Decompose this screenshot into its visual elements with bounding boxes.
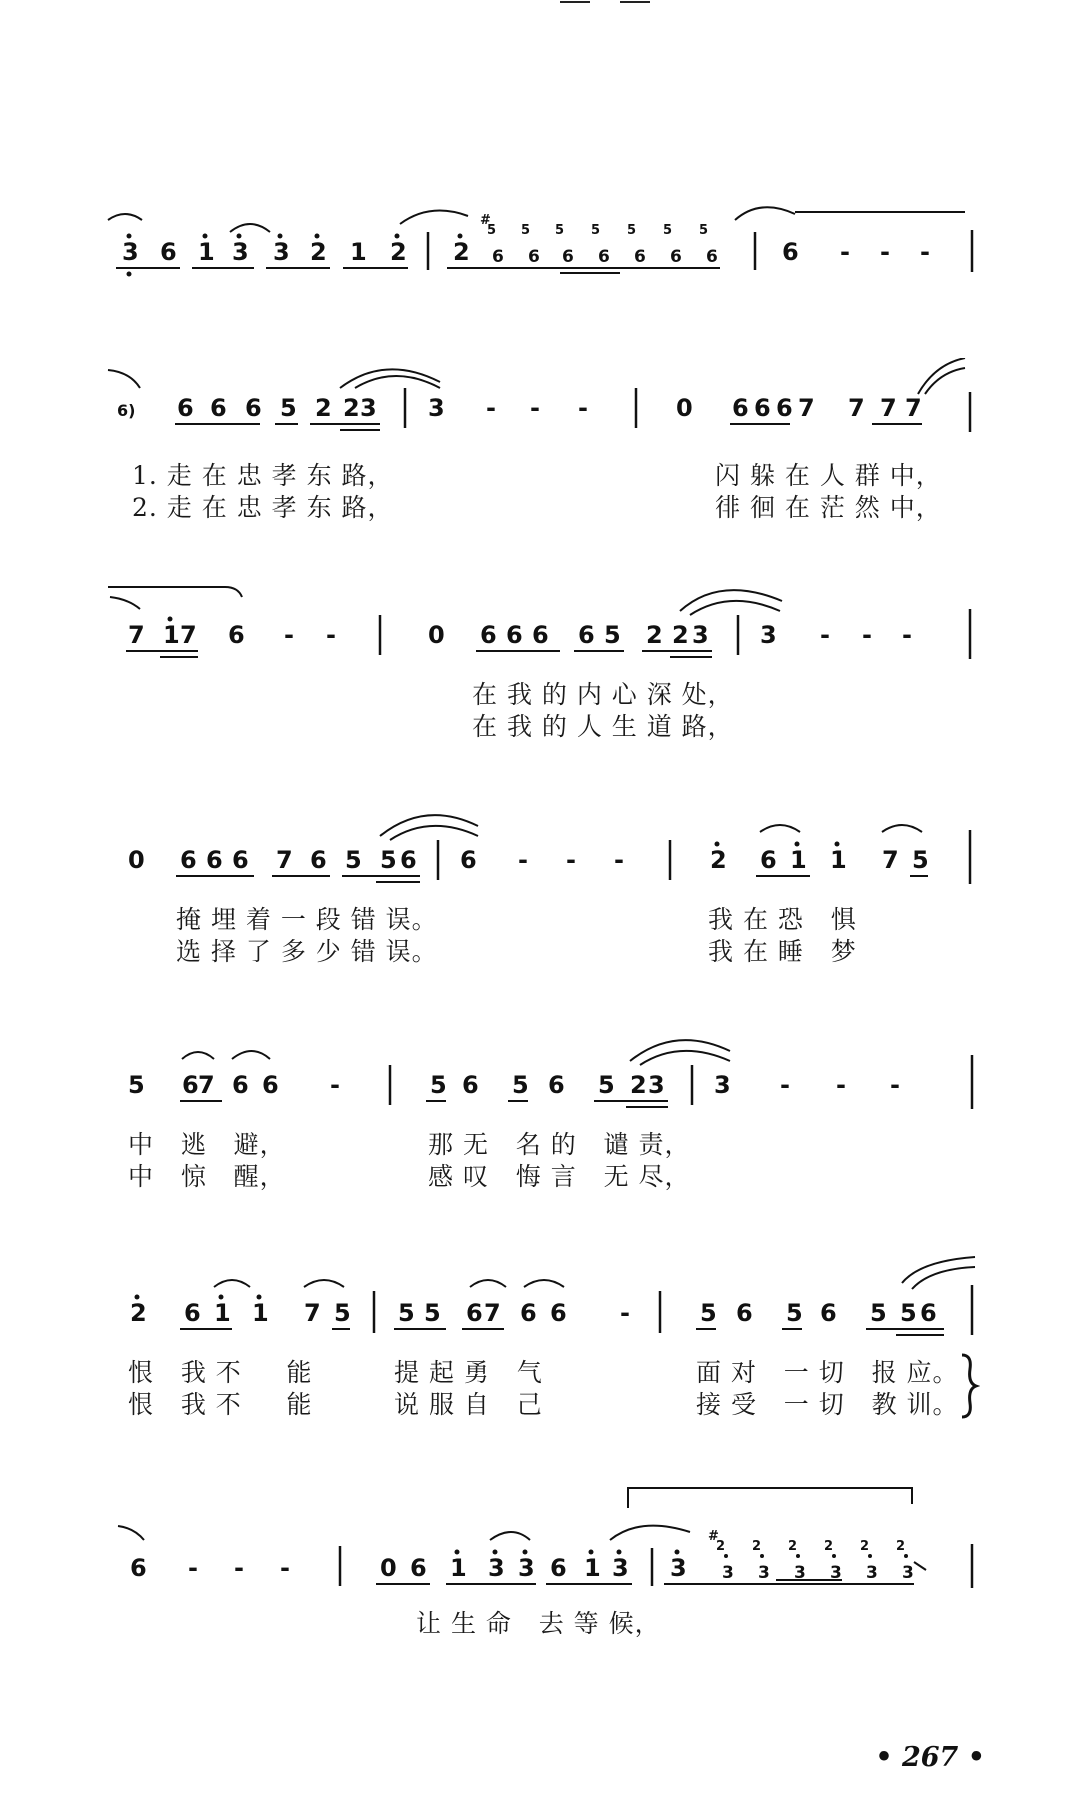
svg-text:5: 5 [786, 1299, 803, 1327]
page-number: • 267 • [875, 1742, 985, 1773]
lyric-verse2: 在 我 的 人 生 道 路， [472, 712, 734, 741]
svg-text:-: - [486, 394, 496, 422]
svg-text:6: 6 [206, 846, 223, 874]
svg-text:-: - [234, 1554, 244, 1582]
svg-text:2: 2 [646, 621, 663, 649]
svg-text:6: 6 [182, 1071, 199, 1099]
svg-text:6: 6 [410, 1554, 427, 1582]
svg-text:5: 5 [604, 621, 621, 649]
svg-text:7: 7 [798, 394, 815, 422]
note: 3 [232, 238, 249, 266]
verse-brace [958, 1353, 980, 1419]
svg-text:6: 6 [820, 1299, 837, 1327]
svg-text:6: 6 [550, 1299, 567, 1327]
svg-text:7: 7 [128, 621, 145, 649]
svg-text:6: 6 [462, 1071, 479, 1099]
svg-text:-: - [280, 1554, 290, 1582]
lyric-verse1: 在 我 的 内 心 深 处， [472, 680, 734, 709]
system-7 [0, 1478, 1083, 1648]
svg-text:-: - [566, 846, 576, 874]
svg-text:5: 5 [700, 1299, 717, 1327]
svg-text:2: 2 [788, 1539, 798, 1554]
grace-note: 5 [663, 223, 673, 238]
note: 1 [350, 238, 367, 266]
lyric-verse1-a: 1. 走 在 忠 孝 东 路， [132, 461, 394, 490]
svg-text:6: 6 [400, 846, 417, 874]
lyric-verse1-a: 掩 埋 着 一 段 错 误。 [176, 905, 438, 934]
svg-text:3: 3 [428, 394, 445, 422]
svg-text:-: - [614, 846, 624, 874]
svg-text:2: 2 [672, 621, 689, 649]
notation-line [0, 358, 1083, 448]
grace-note: # [480, 213, 491, 228]
svg-text:3: 3 [692, 621, 709, 649]
svg-text:5: 5 [345, 846, 362, 874]
svg-text:6: 6 [736, 1299, 753, 1327]
svg-text:7: 7 [304, 1299, 321, 1327]
svg-text:2: 2 [824, 1539, 834, 1554]
svg-text:5: 5 [430, 1071, 447, 1099]
svg-text:2: 2 [752, 1539, 762, 1554]
svg-text:2: 2 [315, 394, 332, 422]
lyric-verse1-b: 我 在 恐 惧 [708, 905, 857, 934]
system-4 [0, 800, 1083, 970]
svg-text:1: 1 [450, 1554, 467, 1582]
svg-text:3: 3 [866, 1563, 878, 1583]
svg-text:1: 1 [584, 1554, 601, 1582]
lyric-verse1-b: 那 无 名 的 谴 责， [428, 1130, 691, 1159]
svg-text:3: 3 [488, 1554, 505, 1582]
svg-text:3: 3 [612, 1554, 629, 1582]
svg-text:7: 7 [905, 394, 922, 422]
lyric-verse2-c: 接 受 一 切 教 训。 [696, 1390, 959, 1419]
system-6 [0, 1255, 1083, 1425]
svg-text:5: 5 [512, 1071, 529, 1099]
dash: - [840, 238, 850, 266]
system-2 [0, 358, 1083, 528]
dash: - [880, 238, 890, 266]
svg-text:6: 6 [520, 1299, 537, 1327]
svg-text:0: 0 [128, 846, 145, 874]
svg-text:7: 7 [848, 394, 865, 422]
svg-text:-: - [902, 621, 912, 649]
svg-text:-: - [890, 1071, 900, 1099]
svg-text:6: 6 [184, 1299, 201, 1327]
svg-text:6: 6 [776, 394, 793, 422]
svg-text:-: - [326, 621, 336, 649]
svg-text:3: 3 [648, 1071, 665, 1099]
note: 6 [670, 247, 682, 267]
svg-text:-: - [862, 621, 872, 649]
note: 6 [782, 238, 799, 266]
svg-text:3: 3 [360, 394, 377, 422]
svg-text:2: 2 [716, 1539, 726, 1554]
svg-text:1: 1 [163, 621, 180, 649]
notation-line [0, 190, 1083, 280]
svg-text:6: 6 [180, 846, 197, 874]
lyric-verse2-a: 选 择 了 多 少 错 误。 [176, 937, 438, 966]
svg-text:2: 2 [130, 1299, 147, 1327]
svg-text:6: 6 [177, 394, 194, 422]
svg-text:-: - [530, 394, 540, 422]
svg-text:-: - [836, 1071, 846, 1099]
svg-text:6: 6 [754, 394, 771, 422]
svg-text:-: - [330, 1071, 340, 1099]
svg-text:6: 6 [460, 846, 477, 874]
svg-text:-: - [188, 1554, 198, 1582]
svg-text:2: 2 [710, 846, 727, 874]
lyric-verse1-b: 闪 躲 在 人 群 中， [715, 461, 942, 490]
svg-text:6: 6 [760, 846, 777, 874]
dash: - [920, 238, 930, 266]
note: 6 [706, 247, 718, 267]
svg-text:3: 3 [714, 1071, 731, 1099]
svg-text:3: 3 [760, 621, 777, 649]
svg-text:6: 6 [210, 394, 227, 422]
svg-text:3: 3 [830, 1563, 842, 1583]
grace-note: 5 [487, 223, 497, 238]
svg-text:3: 3 [758, 1563, 770, 1583]
svg-text:6: 6 [310, 846, 327, 874]
lyric-verse1: 让 生 命 去 等 候， [416, 1609, 661, 1638]
svg-text:5: 5 [424, 1299, 441, 1327]
svg-text:3: 3 [794, 1563, 806, 1583]
svg-text:6: 6 [578, 621, 595, 649]
svg-text:6: 6 [480, 621, 497, 649]
svg-text:7: 7 [276, 846, 293, 874]
lyric-verse1-a: 恨 我 不 能 [128, 1358, 313, 1387]
svg-text:5: 5 [128, 1071, 145, 1099]
svg-text:6: 6 [232, 846, 249, 874]
svg-text:1: 1 [252, 1299, 269, 1327]
svg-text:6: 6 [228, 621, 245, 649]
note: 6 [634, 247, 646, 267]
svg-text:6): 6) [117, 401, 136, 420]
svg-text:2: 2 [896, 1539, 906, 1554]
svg-text:5: 5 [380, 846, 397, 874]
notation-line [0, 1255, 1083, 1345]
notation-line [0, 1478, 1083, 1588]
notation-line [0, 1025, 1083, 1115]
svg-text:7: 7 [882, 846, 899, 874]
svg-text:5: 5 [398, 1299, 415, 1327]
svg-text:7: 7 [198, 1071, 215, 1099]
lyric-verse2-b: 徘 徊 在 茫 然 中， [715, 493, 942, 522]
svg-text:0: 0 [380, 1554, 397, 1582]
note: 3 [273, 238, 290, 266]
svg-text:1: 1 [790, 846, 807, 874]
svg-text:#: # [708, 1529, 719, 1544]
lyric-verse2-b: 我 在 睡 梦 [708, 937, 857, 966]
svg-text:5: 5 [598, 1071, 615, 1099]
svg-text:1: 1 [214, 1299, 231, 1327]
svg-text:3: 3 [902, 1563, 914, 1583]
svg-text:2: 2 [630, 1071, 647, 1099]
svg-text:-: - [578, 394, 588, 422]
note: 6 [492, 247, 504, 267]
svg-text:6: 6 [262, 1071, 279, 1099]
notation-line [0, 575, 1083, 665]
svg-text:3: 3 [670, 1554, 687, 1582]
svg-text:3: 3 [518, 1554, 535, 1582]
note: 6 [528, 247, 540, 267]
svg-text:6: 6 [506, 621, 523, 649]
svg-text:5: 5 [280, 394, 297, 422]
svg-text:3: 3 [722, 1563, 734, 1583]
note: 6 [598, 247, 610, 267]
top-header-fragment [560, 0, 680, 10]
svg-text:-: - [518, 846, 528, 874]
lyric-verse2-a: 2. 走 在 忠 孝 东 路， [132, 493, 394, 522]
svg-text:6: 6 [532, 621, 549, 649]
grace-note: 5 [555, 223, 565, 238]
notation-line [0, 800, 1083, 890]
grace-note: 5 [521, 223, 531, 238]
lyric-verse2-a: 恨 我 不 能 [128, 1390, 313, 1419]
svg-text:-: - [620, 1299, 630, 1327]
lyric-verse2-b: 感 叹 悔 言 无 尽， [428, 1162, 691, 1191]
grace-note: 5 [699, 223, 709, 238]
note: 3 [122, 238, 139, 266]
system-3 [0, 575, 1083, 745]
lyric-verse2-b: 说 服 自 己 [394, 1390, 543, 1419]
svg-text:6: 6 [548, 1071, 565, 1099]
grace-note: 5 [627, 223, 637, 238]
lyric-verse1-a: 中 逃 避， [128, 1130, 286, 1159]
grace-note: 5 [591, 223, 601, 238]
svg-text:-: - [284, 621, 294, 649]
svg-text:-: - [780, 1071, 790, 1099]
lyric-verse1-c: 面 对 一 切 报 应。 [696, 1358, 959, 1387]
system-5 [0, 1025, 1083, 1195]
system-1 [0, 190, 1083, 290]
svg-text:6: 6 [232, 1071, 249, 1099]
svg-text:6: 6 [466, 1299, 483, 1327]
svg-text:1: 1 [830, 846, 847, 874]
svg-text:5: 5 [900, 1299, 917, 1327]
note: 2 [390, 238, 407, 266]
note: 6 [562, 247, 574, 267]
note: 2 [310, 238, 327, 266]
svg-text:7: 7 [180, 621, 197, 649]
svg-text:6: 6 [245, 394, 262, 422]
svg-text:0: 0 [428, 621, 445, 649]
svg-text:6: 6 [920, 1299, 937, 1327]
svg-text:5: 5 [912, 846, 929, 874]
lyric-verse1-b: 提 起 勇 气 [394, 1358, 543, 1387]
svg-text:6: 6 [130, 1554, 147, 1582]
svg-text:5: 5 [334, 1299, 351, 1327]
note: 2 [453, 238, 470, 266]
note: 6 [160, 238, 177, 266]
svg-text:2: 2 [343, 394, 360, 422]
note: 1 [198, 238, 215, 266]
svg-text:6: 6 [550, 1554, 567, 1582]
lyric-verse2-a: 中 惊 醒， [128, 1162, 286, 1191]
svg-text:6: 6 [732, 394, 749, 422]
svg-text:7: 7 [880, 394, 897, 422]
svg-text:-: - [820, 621, 830, 649]
svg-text:5: 5 [870, 1299, 887, 1327]
svg-text:2: 2 [860, 1539, 870, 1554]
svg-text:0: 0 [676, 394, 693, 422]
svg-text:7: 7 [484, 1299, 501, 1327]
